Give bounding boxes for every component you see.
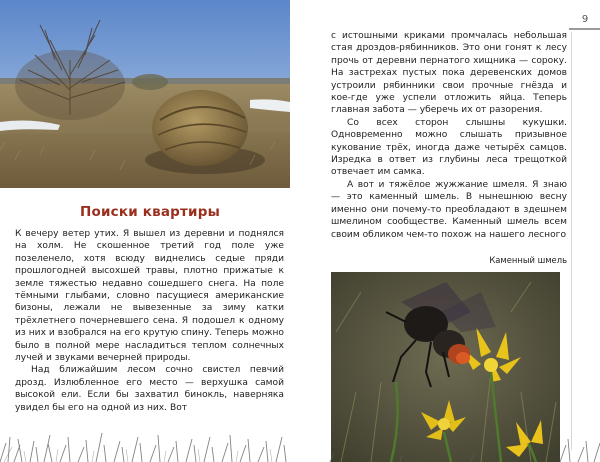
right-text-column: [331, 30, 567, 241]
field-haybale-photo: [0, 0, 290, 188]
paragraph: Над ближайшим лесом сочно свистел певчий дрозд. Излюбленное его место — верхушка самой высокой ели. Если бы захватил бинокль, наверняка увидел бы его на одной из них. Вот: [15, 365, 284, 413]
page-edge-line: [571, 32, 572, 450]
section-heading: Поиски квартиры: [80, 204, 220, 220]
paragraph: А вот и тяжёлое жужжание шмеля. Я знаю — это каменный шмель. В нынешнюю весну именно они почему-то преобладают в здешнем шмелином сообществе. Каменный шмель всем своим обликом чем-то похож на нашего лесного: [331, 179, 567, 240]
paragraph: с истошными криками промчалась небольшая стая дроздов-рябинников. Это они гонят к лесу прочь от деревни пернатого хищника — сороку. На застрехах пустых пока деревенских домов устроили рябинники свои прочные гнёзда и кое-где уже успели отложить яйца. Теперь главная забота — уберечь их от разорения.: [331, 31, 567, 116]
paragraph: Со всех сторон слышны кукушки. Одновременно можно слышать призывное кукование трёх, иногда даже четырёх самцов. Изредка в ответ из глубины леса трещоткой отвечает им самка.: [331, 117, 567, 178]
page-number: 9: [581, 14, 589, 25]
left-text-column: [15, 228, 284, 414]
photo-caption: Каменный шмель: [489, 255, 567, 265]
page-number-rule: [569, 28, 600, 30]
paragraph: К вечеру ветер утих. Я вышел из деревни и поднялся на холм. Не скошенное третий год поле уже позеленело, хотя всюду виднелись седые пряди прошлогодней высохшей травы, плотно прижатые к земле тяжестью недавно сошедшего снега. На поле тёмными глыбами, словно пасущиеся американские бизоны, лежали не вывезенные за зиму катки трёхлетнего почерневшего сена. Я подошел к одному из них и взобрался на его крутую спину. Теперь можно было в полной мере насладиться теплом солнечных лучей и звуками вечерней природы.: [15, 229, 284, 364]
grass-decoration: [0, 425, 600, 462]
